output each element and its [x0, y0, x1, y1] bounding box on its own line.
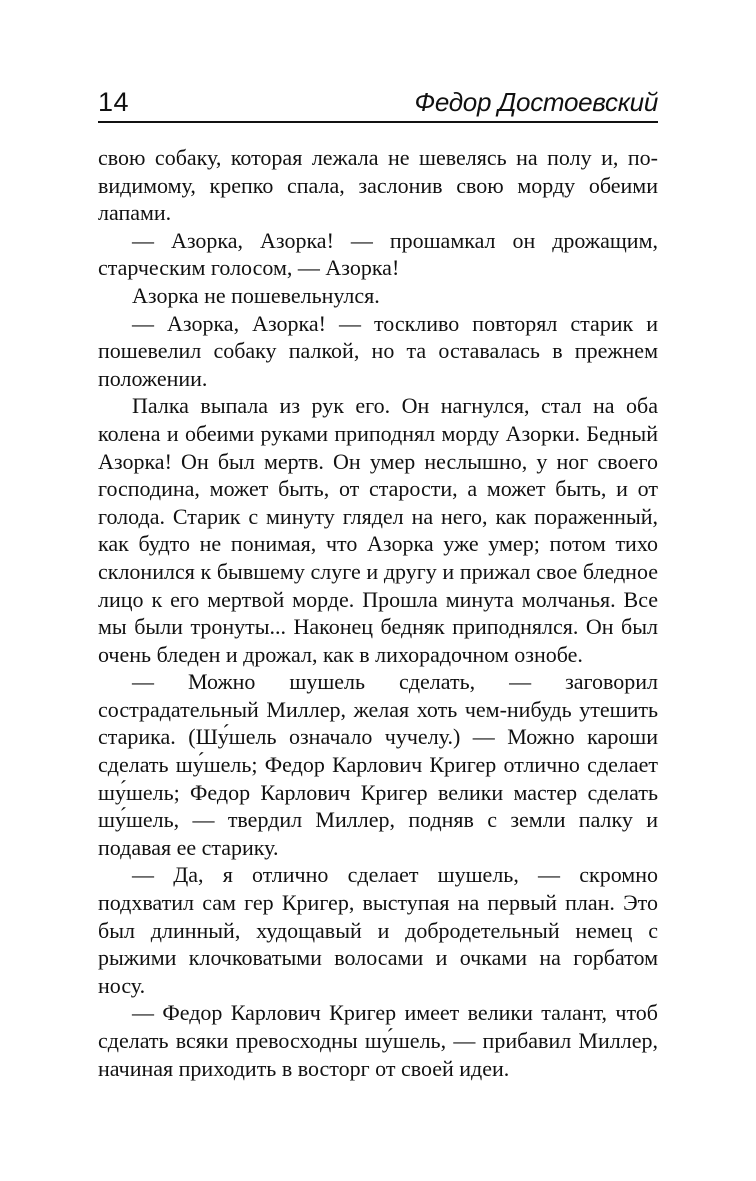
paragraph: — Федор Карлович Кригер имеет велики талант, чтоб сделать всяки превосходны шу́шель, — прибавил Миллер, начиная приходить в восторг от своей идеи. [98, 1000, 658, 1081]
paragraph: — Азорка, Азорка! — тоскливо повторял старик и пошевелил собаку палкой, но та оставалась в прежнем положении. [98, 310, 658, 391]
paragraph: свою собаку, которая лежала не шевелясь на полу и, по-видимому, крепко спала, заслонив свою морду обеими лапами. [98, 145, 658, 226]
running-head-author: Федор Достоевский [414, 87, 658, 117]
page-number: 14 [98, 87, 130, 117]
paragraph: Палка выпала из рук его. Он нагнулся, стал на оба колена и обеими руками приподнял морду Азорки. Бедный Азорка! Он был мертв. Он умер неслышно, у ног своего господина, может быть, от старости, а может быть, и от голода. Старик с минуту глядел на него, как пораженный, как будто не понимая, что Азорка уже умер; потом тихо склонился к бывшему слуге и другу и прижал свое бледное лицо к его мертвой морде. Прошла минута молчанья. Все мы были тронуты... Наконец бедняк приподнялся. Он был очень бледен и дрожал, как в лихорадочном ознобе. [98, 393, 658, 667]
body-text [98, 144, 658, 1082]
paragraph: — Азорка, Азорка! — прошамкал он дрожащим, старческим голосом, — Азорка! [98, 227, 658, 281]
page-header [98, 84, 658, 124]
paragraph: — Да, я отлично сделает шушель, — скромно подхватил сам гер Кригер, выступая на первый план. Это был длинный, худощавый и добродетельный немец с рыжими клочковатыми волосами и очками на горбатом носу. [98, 862, 658, 998]
paragraph: — Можно шушель сделать, — заговорил сострадательный Миллер, желая хоть чем-нибудь утешить старика. (Шу́шель означало чучелу.) — Можно кароши сделать шу́шель; Федор Карлович Кригер отлично сделает шу́шель; Федор Карлович Кригер велики мастер сделать шу́шель, — твердил Миллер, подняв с земли палку и подавая ее старику. [98, 669, 658, 860]
paragraph: Азорка не пошевельнулся. [132, 282, 380, 308]
header-rule [98, 121, 658, 123]
